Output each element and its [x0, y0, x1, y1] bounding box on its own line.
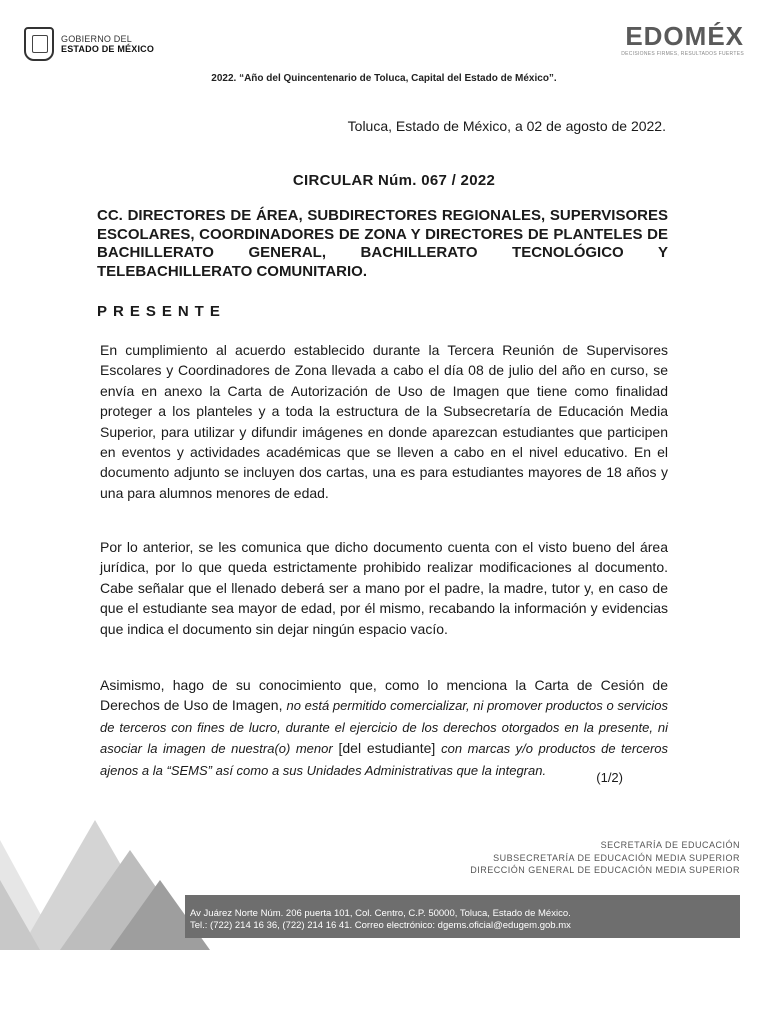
government-logo-text	[61, 34, 154, 54]
year-motto: 2022. “Año del Quincentenario de Toluca, Capital del Estado de México”.	[211, 73, 557, 84]
presente: PRESENTE	[97, 303, 226, 320]
dept-subsecretaria: SUBSECRETARÍA DE EDUCACIÓN MEDIA SUPERIOR	[493, 853, 740, 863]
circular-title: CIRCULAR Núm. 067 / 2022	[292, 172, 496, 189]
paragraph-3-bracket: [del estudiante]	[338, 740, 436, 757]
dept-direccion: DIRECCIÓN GENERAL DE EDUCACIÓN MEDIA SUPERIOR	[470, 865, 740, 875]
footer-contact: Tel.: (722) 214 16 36, (722) 214 16 41. Correo electrónico: dgems.oficial@edugem.gob.mx	[190, 920, 571, 931]
footer-address: Av Juárez Norte Núm. 206 puerta 101, Col. Centro, C.P. 50000, Toluca, Estado de México.	[190, 908, 571, 919]
edomex-wordmark: EDOMÉX	[625, 21, 744, 51]
place-date: Toluca, Estado de México, a 02 de agosto de 2022.	[347, 118, 666, 134]
paragraph-3-restriction: no está permitido comercializar, ni promover productos o servicios de terceros con fines de lucro, durante el ejercicio de los derechos otorgados en la presente, ni asociar la imagen de nuestra(o) menor	[100, 698, 668, 757]
paragraph-3-intro: Asimismo, hago de su conocimiento que, como lo menciona la Carta de Cesión de Derechos de Uso de Imagen,	[100, 677, 668, 714]
paragraph-1: En cumplimiento al acuerdo establecido durante la Tercera Reunión de Supervisores Escolares y Coordinadores de Zona llevada a cabo el día 08 de julio del año en curso, se envía en anexo la Carta de Autorización de Uso de Imagen que tiene como finalidad proteger a los planteles y a toda la estructura de la Subsecretaría de Educación Media Superior, para utilizar y difundir imágenes en donde aparezcan estudiantes que participen en eventos y actividades académicas que se lleven a cabo en el nivel educativo. En el documento adjunto se incluyen dos cartas, una es para estudiantes mayores de 18 años y una para alumnos menores de edad.	[100, 342, 668, 501]
paragraph-3-closing: con marcas y/o productos de terceros ajenos a la “SEMS” así como a sus Unidades Administrativas que la integran.	[100, 741, 669, 778]
paragraph-3	[100, 675, 668, 781]
edomex-logo	[584, 22, 744, 57]
addressee: CC. DIRECTORES DE ÁREA, SUBDIRECTORES REGIONALES, SUPERVISORES ESCOLARES, COORDINADORES DE ZONA Y DIRECTORES DE PLANTELES DE BACHILLERATO GENERAL, BACHILLERATO TECNOLÓGICO Y TELEBACHILLERATO COMUNITARIO.	[97, 207, 668, 280]
gov-line1: GOBIERNO DEL	[61, 34, 132, 44]
state-seal-icon	[24, 27, 54, 61]
page-number: (1/2)	[596, 770, 623, 785]
gov-line2: ESTADO DE MÉXICO	[61, 44, 155, 54]
government-logo	[24, 24, 204, 64]
dept-secretaria: SECRETARÍA DE EDUCACIÓN	[600, 840, 740, 850]
edomex-tagline: DECISIONES FIRMES, RESULTADOS FUERTES	[621, 51, 744, 57]
paragraph-2: Por lo anterior, se les comunica que dicho documento cuenta con el visto bueno del área jurídica, por lo que queda estrictamente prohibido realizar modificaciones al documento. Cabe señalar que el llenado deberá ser a mano por el padre, la madre, tutor y, en caso de que el estudiante sea mayor de edad, por él mismo, recabando la información y evidencias que indica el documento sin dejar ningún espacio vacío.	[100, 539, 668, 637]
